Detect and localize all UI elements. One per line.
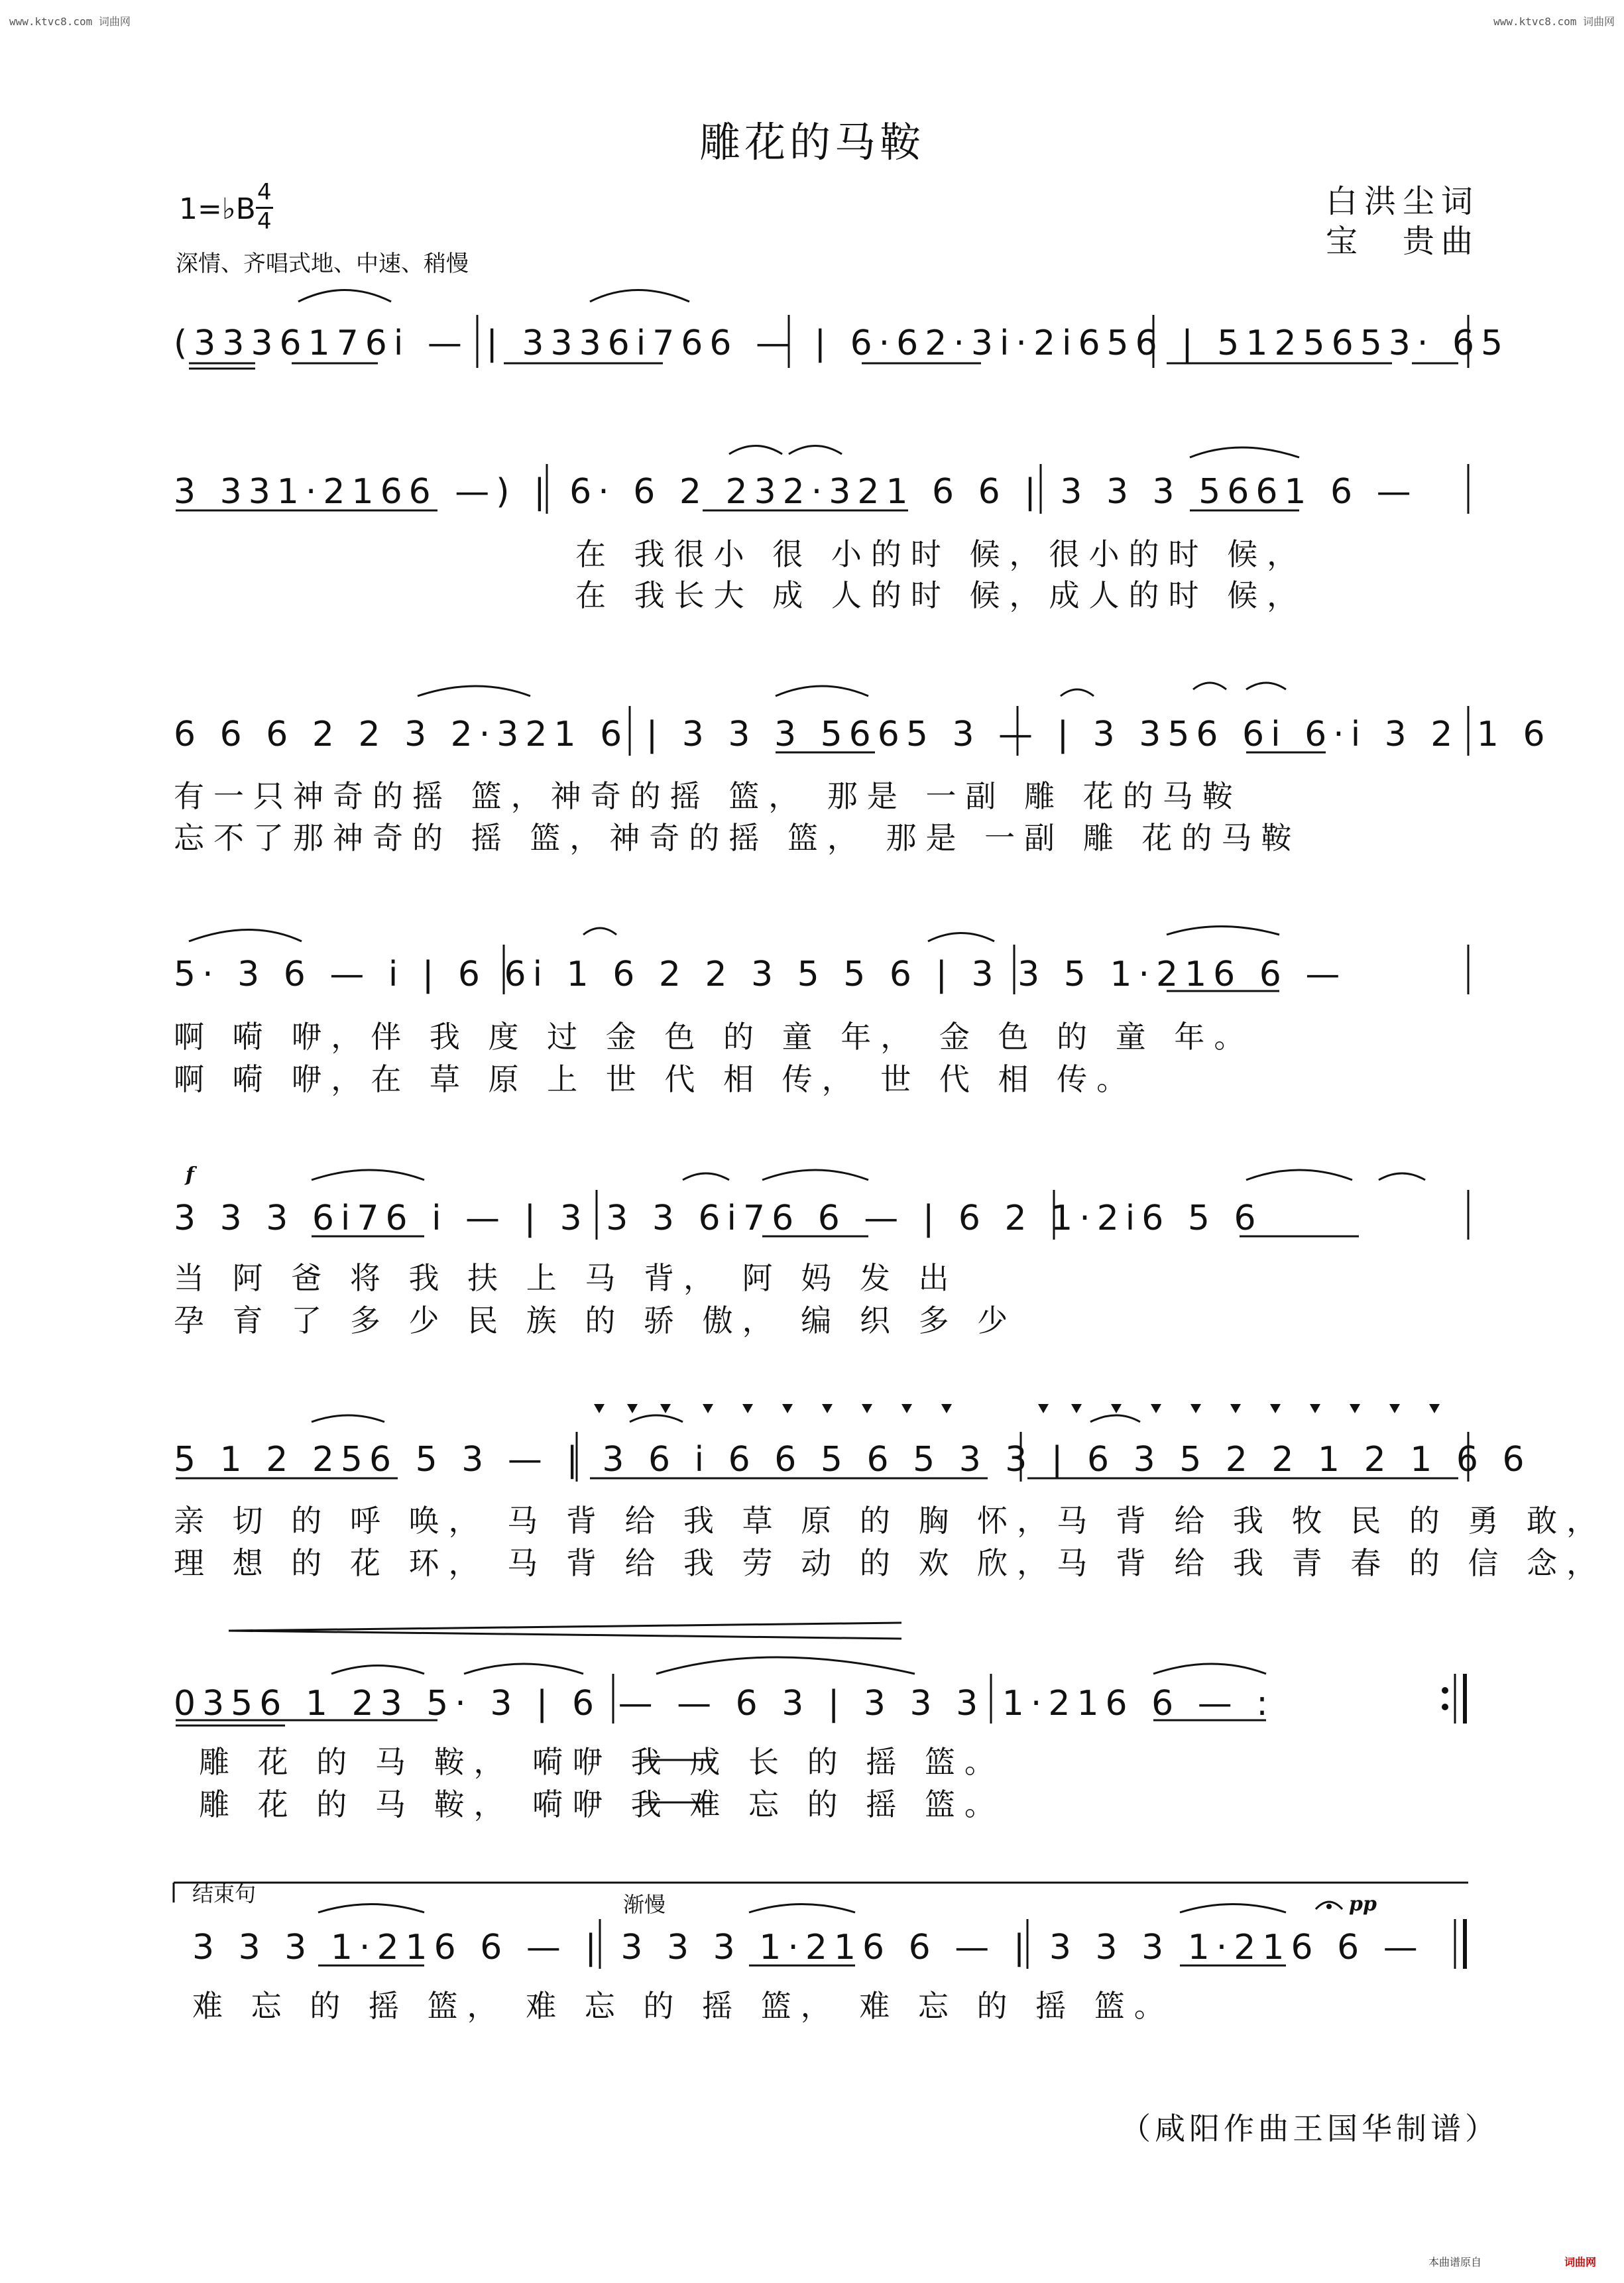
system-7-notes: 0356 1 23 5· 3 | 6 — — 6 3 | 3 3 3 1·216 6 — : (174, 1684, 1275, 1724)
system-6-lyric-1: 亲 切 的 呼 唤， 马 背 给 我 草 原 的 胸 怀，马 背 给 我 牧 民 的 勇 敢， (174, 1503, 1607, 1539)
system-2-lyric-2: 在 我长大 成 人的时 候，成人的时 候， (575, 577, 1307, 613)
system-7-lyric-2: 雕 花 的 马 鞍， 嗬咿 我 难 忘 的 摇 篮。 (199, 1786, 1004, 1822)
system-2-notes: 3 331·2166 —) | 6· 6 2 232·321 6 6 | 3 3 3 5661 6 — (174, 472, 1418, 512)
score-credit: （咸阳作曲王国华制谱） (1120, 2111, 1499, 2146)
system-4-lyric-1: 啊 嗬 咿，伴 我 度 过 金 色 的 童 年， 金 色 的 童 年。 (174, 1019, 1254, 1055)
song-title: 雕花的马鞍 (699, 118, 925, 166)
tempo-marking: 深情、齐唱式地、中速、稍慢 (176, 251, 469, 277)
source-badge-left: 本曲谱原自 (1428, 2256, 1482, 2268)
source-badge-right: 词曲网 (1564, 2256, 1597, 2268)
composer-credit: 宝 贵曲 (1326, 223, 1480, 260)
lyricist-credit: 白洪尘词 (1326, 183, 1480, 220)
ritardando-label: 渐慢 (623, 1892, 666, 1917)
time-signature-top: 4 (257, 179, 272, 205)
system-5-lyric-1: 当 阿 爸 将 我 扶 上 马 背， 阿 妈 发 出 (174, 1260, 958, 1296)
key-signature: 1=♭B (179, 192, 256, 226)
system-1-notes: (3336176i — | 3336i766 — | 6·62·3i·2i656 | 5125653· 65 (174, 323, 1510, 363)
pianissimo-marking: pp (1349, 1893, 1377, 1916)
system-3-notes: 6 6 6 2 2 3 2·321 6 | 3 3 3 5665 3 — | 3 356 6i 6·i 3 2 1 6 (174, 715, 1552, 754)
system-3-lyric-1: 有一只神奇的摇 篮，神奇的摇 篮， 那是 一副 雕 花的马鞍 (174, 778, 1242, 814)
site-label-right: www.ktvc8.com 词曲网 (1493, 15, 1615, 28)
system-8-lyric: 难 忘 的 摇 篮， 难 忘 的 摇 篮， 难 忘 的 摇 篮。 (192, 1988, 1174, 2024)
system-6-notes: 5 1 2 256 5 3 — | 3 6 i 6 6 5 6 5 3 3 | 6 3 5 2 2 1 2 1 6 6 (174, 1440, 1531, 1480)
system-4-notes: 5· 3 6 — i | 6 6i 1 6 2 2 3 5 5 6 | 3 3 5 1·216 6 — (174, 955, 1347, 994)
ending-section-label: 结束句 (192, 1881, 257, 1906)
system-8-notes: 3 3 3 1·216 6 — | 3 3 3 1·216 6 — | 3 3 3 1·216 6 — (192, 1928, 1424, 1967)
system-2-lyric-1: 在 我很小 很 小的时 候，很小的时 候， (575, 536, 1307, 572)
system-5-notes: 3 3 3 6i76 i — | 3 3 3 6i76 6 — | 6 2 1·2i6 5 6 (174, 1199, 1263, 1238)
system-5-lyric-2: 孕 育 了 多 少 民 族 的 骄 傲， 编 织 多 少 (174, 1303, 1017, 1338)
system-6-lyric-2: 理 想 的 花 环， 马 背 给 我 劳 动 的 欢 欣，马 背 给 我 青 春 的 信 念， (174, 1545, 1607, 1581)
system-3-lyric-2: 忘不了那神奇的 摇 篮，神奇的摇 篮， 那是 一副 雕 花的马鞍 (174, 820, 1301, 856)
system-7-lyric-1: 雕 花 的 马 鞍， 嗬咿 我 成 长 的 摇 篮。 (199, 1744, 1004, 1780)
time-signature-bottom: 4 (257, 208, 272, 235)
system-4-lyric-2: 啊 嗬 咿，在 草 原 上 世 代 相 传， 世 代 相 传。 (174, 1061, 1137, 1097)
site-label-left: www.ktvc8.com 词曲网 (9, 15, 131, 28)
forte-marking: f (186, 1163, 194, 1187)
